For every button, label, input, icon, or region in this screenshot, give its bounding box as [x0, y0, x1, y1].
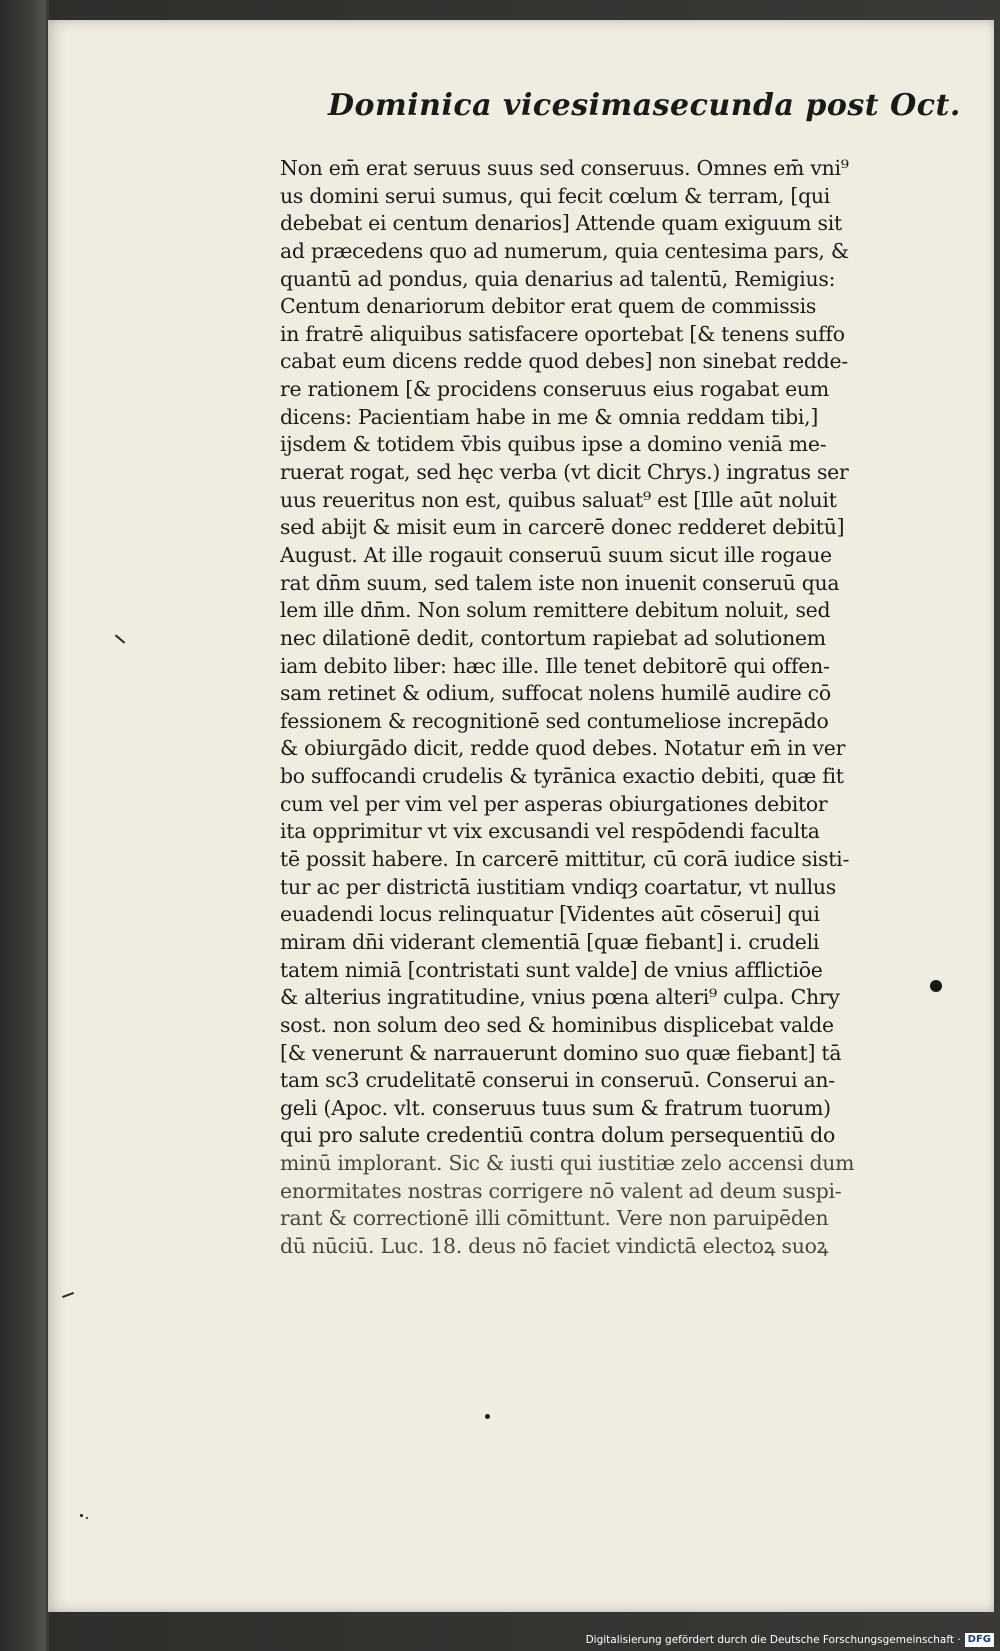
- text-line: debebat ei centum denarios] Attende quam exiguum sit: [280, 211, 842, 236]
- text-line: us domini serui sumus, qui fecit cœlum & terram, [qui: [280, 183, 831, 208]
- text-line: cabat eum dicens redde quod debes] non sinebat redde-: [280, 349, 848, 374]
- margin-mark: [115, 634, 125, 643]
- running-head: Dominica vicesimasecunda post Oct.: [328, 88, 961, 123]
- text-column: [280, 155, 1000, 1261]
- text-line: quantū ad pondus, quia denarius ad talentū, Remigius:: [280, 266, 836, 291]
- text-line: iam debito liber: hæc ille. Ille tenet debitorē qui offen-: [280, 653, 830, 678]
- dfg-logo: DFG: [965, 1633, 994, 1647]
- center-dot: [485, 1414, 490, 1419]
- text-line: tē possit habere. In carcerē mittitur, cū corā iudice sisti-: [280, 847, 850, 872]
- text-line: qui pro salute credentiū contra dolum persequentiū do: [280, 1123, 835, 1148]
- text-line: Centum denariorum debitor erat quem de commissis: [280, 294, 817, 319]
- margin-dot: [930, 980, 942, 992]
- text-line: geli (Apoc. vlt. conseruus tuus sum & fratrum tuorum): [280, 1095, 831, 1120]
- text-line: uus reueritus non est, quibus saluat⁹ est [Ille aūt noluit: [280, 487, 837, 512]
- text-line: [& venerunt & narrauerunt domino suo quæ fiebant] tā: [280, 1040, 842, 1065]
- text-line: sam retinet & odium, suffocat nolens humilē audire cō: [280, 681, 831, 706]
- text-line: cum vel per vim vel per asperas obiurgationes debitor: [280, 791, 828, 816]
- text-line: ijsdem & totidem v̄bis quibus ipse a domino veniā me-: [280, 432, 827, 457]
- text-line: ita opprimitur vt vix excusandi vel respōdendi faculta: [280, 819, 820, 844]
- text-line: sost. non solum deo sed & hominibus displicebat valde: [280, 1012, 834, 1037]
- corner-specks: [80, 1514, 83, 1517]
- text-line: tatem nimiā [contristati sunt valde] de vnius afflictiōe: [280, 957, 823, 982]
- text-line: euadendi locus relinquatur [Videntes aūt cōserui] qui: [280, 902, 820, 927]
- margin-mark: [62, 1292, 74, 1298]
- text-line: re rationem [& procidens conseruus eius rogabat eum: [280, 377, 829, 402]
- text-line: in fratrē aliquibus satisfacere oportebat [& tenens suffo: [280, 321, 845, 346]
- corner-specks: [86, 1517, 88, 1519]
- text-line: minū implorant. Sic & iusti qui iustitiæ zelo accensi dum: [280, 1151, 855, 1176]
- digitization-credit: [586, 1632, 994, 1648]
- text-line: & alterius ingratitudine, vnius pœna alteri⁹ culpa. Chry: [280, 985, 840, 1010]
- text-line: enormitates nostras corrigere nō valent ad deum suspi-: [280, 1178, 842, 1203]
- text-line: dū nūciū. Luc. 18. deus nō faciet vindictā electoꝝ suoꝝ: [280, 1233, 829, 1258]
- text-line: ruerat rogat, sed hęc verba (vt dicit Chrys.) ingratus ser: [280, 460, 849, 485]
- text-line: & obiurgādo dicit, redde quod debes. Notatur em̄ in ver: [280, 736, 846, 761]
- text-line: dicens: Pacientiam habe in me & omnia reddam tibi,]: [280, 404, 819, 429]
- text-line: sed abijt & misit eum in carcerē donec redderet debitū]: [280, 515, 845, 540]
- text-line: miram dn̄i viderant clementiā [quæ fiebant] i. crudeli: [280, 929, 820, 954]
- text-line: rat dn̄m suum, sed talem iste non inuenit conseruū qua: [280, 570, 840, 595]
- book-page: [48, 20, 994, 1612]
- text-line: nec dilationē dedit, contortum rapiebat ad solutionem: [280, 625, 826, 650]
- text-line: August. At ille rogauit conseruū suum sicut ille rogaue: [280, 542, 832, 567]
- credit-text: Digitalisierung gefördert durch die Deutsche Forschungsgemeinschaft ·: [585, 1634, 961, 1646]
- text-line: fessionem & recognitionē sed contumeliose increpādo: [280, 708, 829, 733]
- text-line: lem ille dn̄m. Non solum remittere debitum noluit, sed: [280, 598, 831, 623]
- text-line: tam sc3 crudelitatē conserui in conseruū. Conserui an-: [280, 1068, 835, 1093]
- text-line: ad præcedens quo ad numerum, quia centesima pars, &: [280, 238, 849, 263]
- text-line: tur ac per districtā iustitiam vndiqȝ coartatur, vt nullus: [280, 874, 836, 899]
- text-line: bo suffocandi crudelis & tyrānica exactio debiti, quæ fit: [280, 764, 844, 789]
- text-line: Non em̄ erat seruus suus sed conseruus. Omnes em̄ vni⁹: [280, 156, 849, 180]
- text-line: rant & correctionē illi cōmittunt. Vere non paruipēden: [280, 1206, 829, 1231]
